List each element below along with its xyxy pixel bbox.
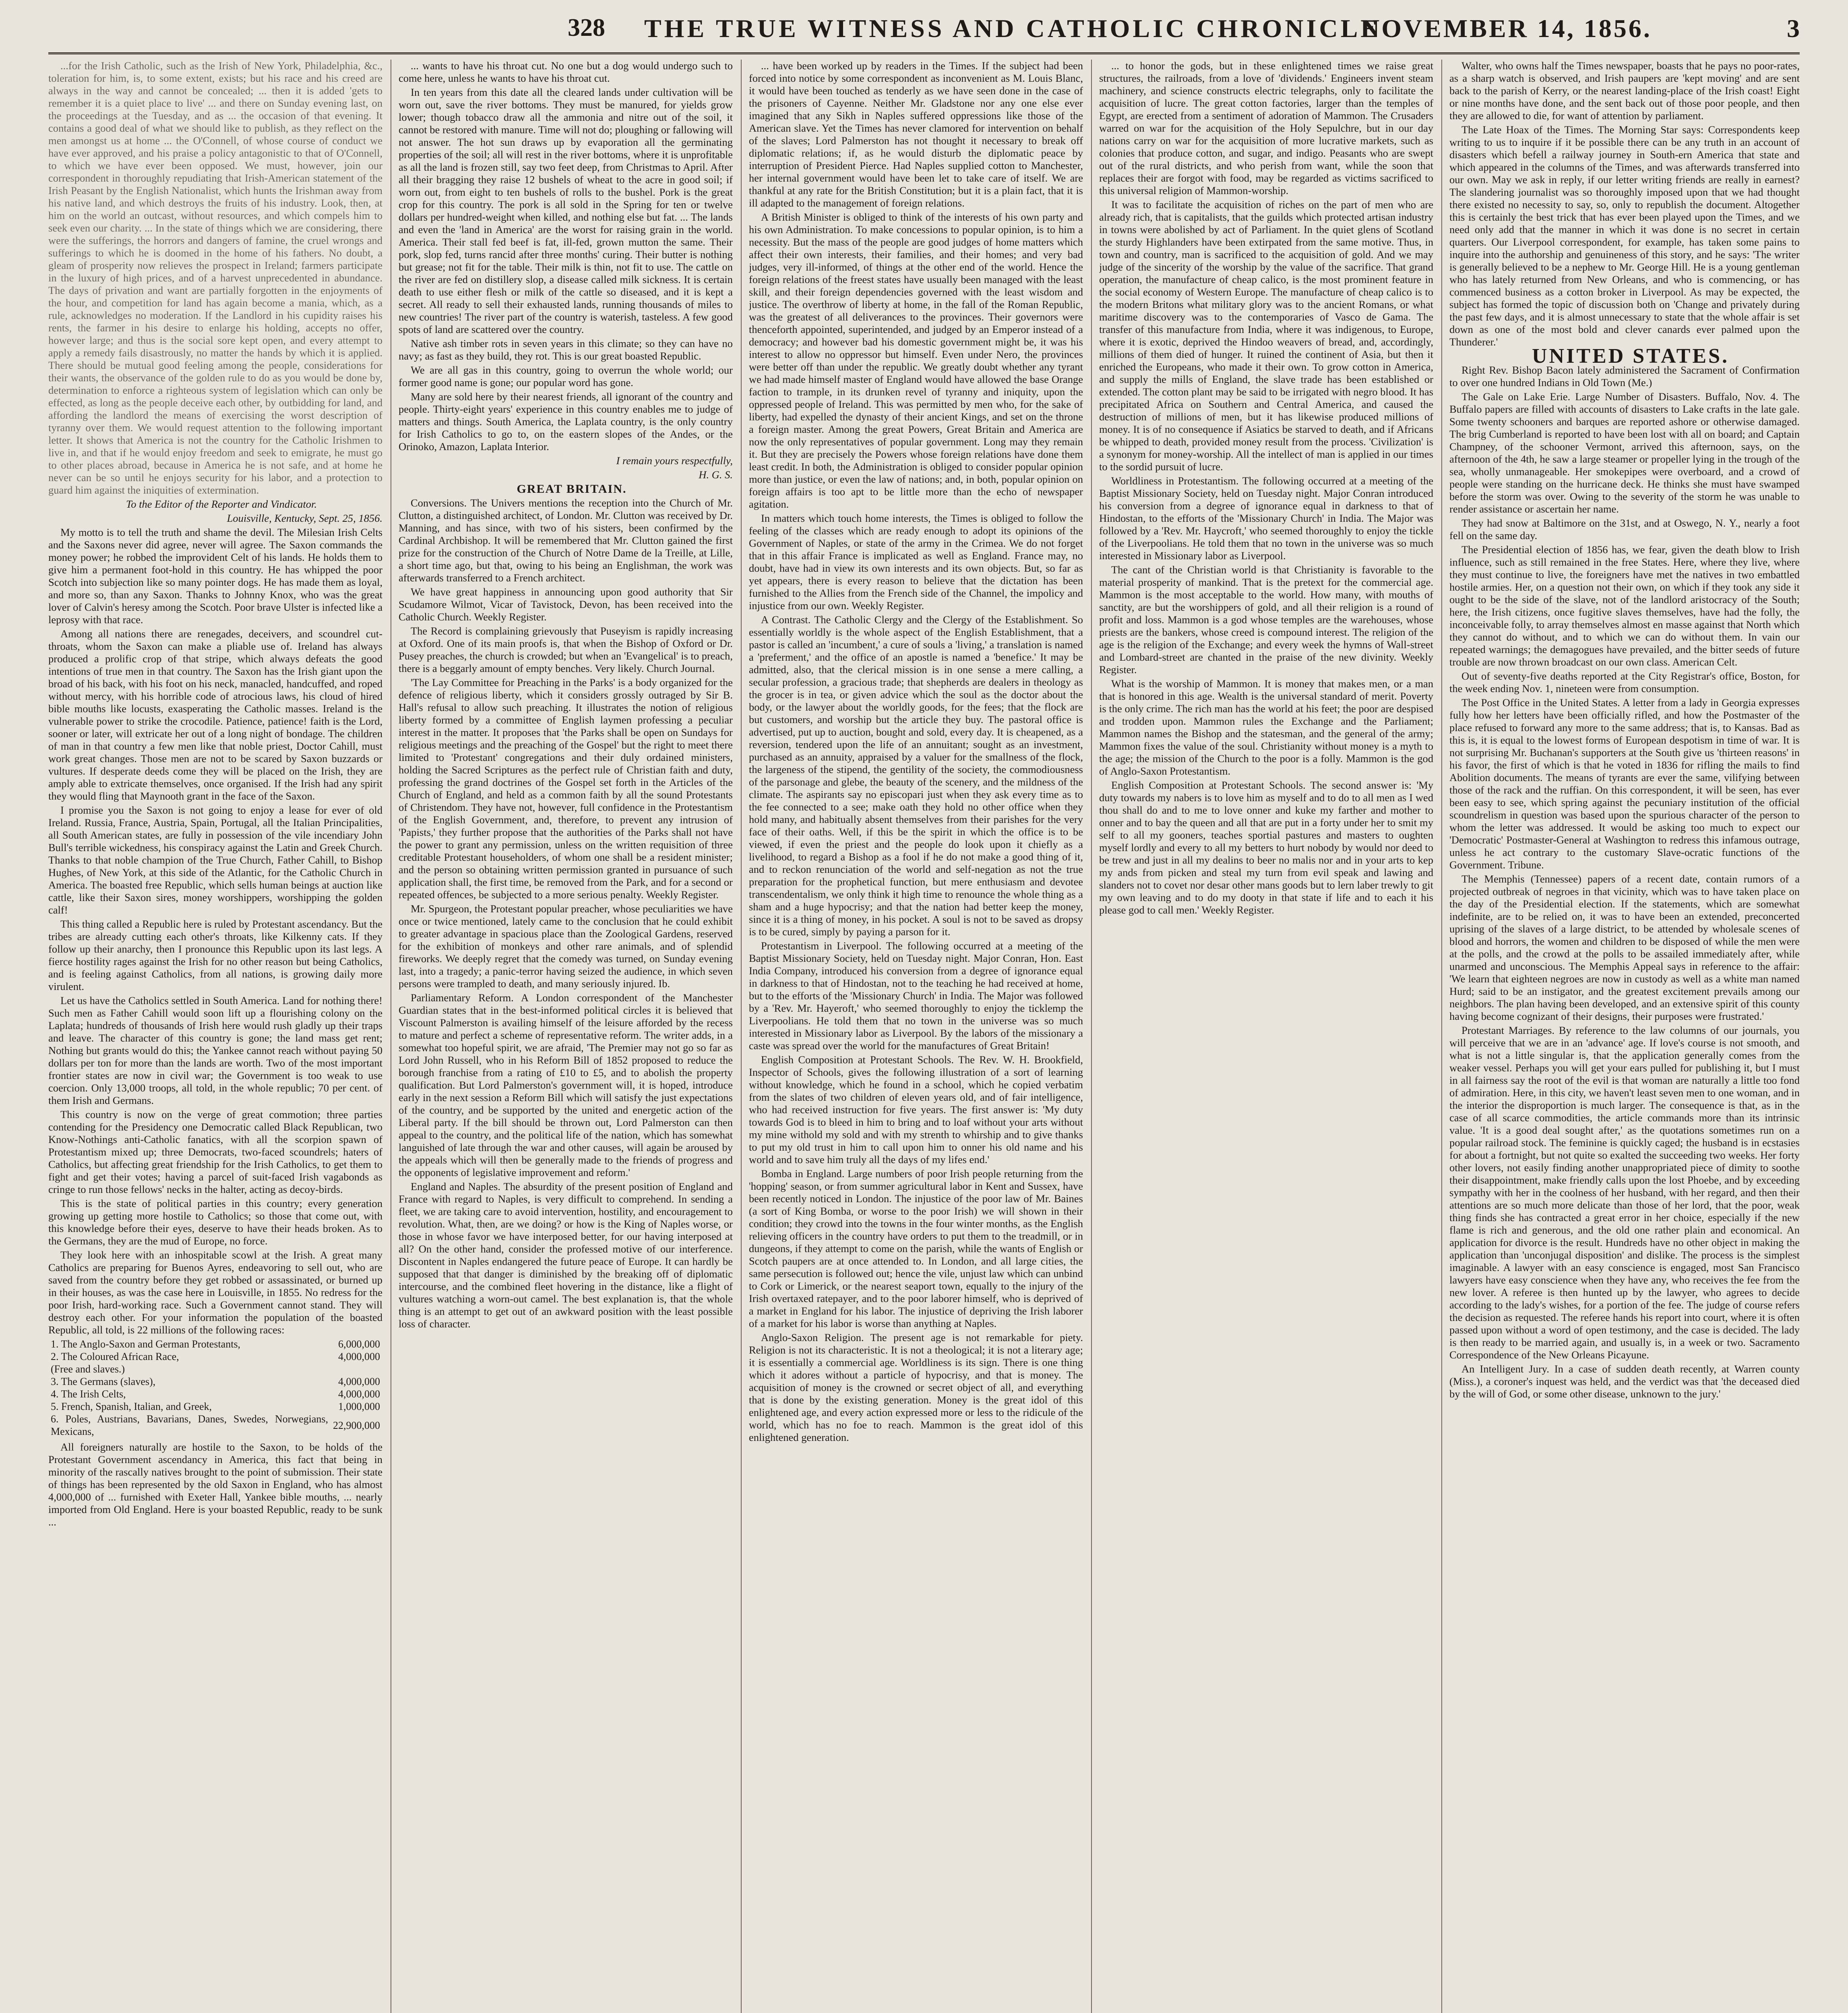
section-heading-united-states: UNITED STATES. — [1532, 345, 1729, 368]
col1-paragraph-2: My motto is to tell the truth and shame the devil. The Milesian Irish Celts and the Saxons never did agree, never will agree. The Saxon commands the money power; he robbed the improvident Celt of his lands. He holds them to give him a permanent foot-hold in this country. He has whipped the poor Scotch into subjection like so many pointer dogs. He has made them as loyal, and more so, than any Saxon. Thanks to Johnny Knox, who was the great lover of Calvin's heresy among the Scotch. Poor brave Ulster is infected like a leprosy with that race. — [48, 526, 382, 626]
col3-paragraph-3: In matters which touch home interests, the Times is obliged to follow the feeling of the classes which are ready enough to adopt its opinions of the Government of Naples, or state of the army in the Crimea. We do not forget that in this affair France is implicated as well as England. France may, no doubt, have had in view its own interests and its own objects. But, so far as yet appears, there is every reason to believe that the dictation has been furnished to the Allies from the French side of the Channel, the impolicy and injustice from our own. Weekly Register. — [749, 512, 1083, 612]
col5-paragraph-2: The Late Hoax of the Times. The Morning Star says: Correspondents keep writing to us to inquire if it be possible there can be any truth in an account of disasters which befell a railway journey in South-ern America that state and which appeared in the columns of the Times, and was afterwards transferred into our own. May we ask in reply, if our letter writing friends are really in earnest? The slandering journalist was so thoroughly imposed upon that we had thought there existed no necessity to say, so, only to republish the document. Altogether this is certainly the best trick that has ever been played upon the Times, and we need only add that the manner in which it was done is no secret in certain quarters. Our Liverpool correspondent, for example, has taken some pains to inquire into the authorship and genuineness of this story, and he says: 'The writer is generally believed to be a nephew to Mr. George Hill. He is a young gentleman who has lately returned from New Orleans, and who is commencing, or has commenced business as a cotton broker in Liverpool. As may be expected, the subject has formed the topic of discussion both on 'Change and privately during the past few days, and it is almost unnecessary to state that the whole affair is set down as one of the most bold and clever canards ever palmed upon the Thunderer.' — [1449, 124, 1800, 348]
col5-paragraph-1: Walter, who owns half the Times newspaper, boasts that he pays no poor-rates, as a sharp watch is observed, and Irish paupers are 'kept moving' and are sent back to the parish of Kerry, or the nearest landing-place of the Irish coast! Eight or nine months have done, and the sent back out of those poor people, and then they are allowed to die, for want of attention by parliament. — [1449, 60, 1800, 122]
col2-paragraph-3: Native ash timber rots in seven years in this climate; so they can have no navy; as fast as they build, they rot. This is our great boasted Republic. — [399, 337, 733, 362]
table-row — [48, 1413, 382, 1438]
table-row — [48, 1350, 382, 1363]
col5-paragraph-7: Out of seventy-five deaths reported at the City Registrar's office, Boston, for the week ending Nov. 1, nineteen were from consumption. — [1449, 670, 1800, 694]
table-cell-label: 4. The Irish Celts, — [51, 1388, 126, 1400]
col3-paragraph-8: Anglo-Saxon Religion. The present age is not remarkable for piety. Religion is not its characteristic. It is not a theological; it is not a literary age; it is essentially a commercial age. Worldliness is its sign. There is one thing which it adores without a particle of hypocrisy, and that is money. The acquisition of money is the crowned or secret object of all, and everything that is done by the existing generation. Money is the great idol of this enlightened age, and every action expressed more or less to the ridicule of the world, which has no foe to reach. Mammon is the great idol of this enlightened generation. — [749, 1331, 1083, 1443]
col2-paragraph-5: Many are sold here by their nearest friends, all ignorant of the country and people. Thirty-eight years' experience in this country enables me to judge of matters and things. South America, the Laplata country, is the only country for Irish Catholics to go to, on the eastern slopes of the Andes, or the Orinoko, Amazon, Laplata Interior. — [399, 391, 733, 453]
col2-paragraph-10: Mr. Spurgeon, the Protestant popular preacher, whose peculiarities we have once or twice mentioned, lately came to the conclusion that he could exhibit to greater advantage in spacious place than the Zoological Gardens, reserved for the exhibition of monkeys and other rare animals, and of splendid fireworks. We deeply regret that the comedy was turned, on Sunday evening last, into a tragedy; a panic-terror having seized the audience, in which seven persons were trampled to death, and many seriously injured. Ib. — [399, 903, 733, 990]
column-3 — [749, 60, 1083, 2013]
col2-paragraph-11: Parliamentary Reform. A London correspondent of the Manchester Guardian states that in the best-informed political circles it is believed that Viscount Palmerston is availing himself of the leisure afforded by the recess to mature and perfect a scheme of representative reform. The writer adds, in a somewhat too hopeful spirit, we are afraid, 'The Premier may not go so far as Lord John Russell, who in his Reform Bill of 1852 proposed to reduce the borough franchise from a rating of £10 to £5, and to abolish the property qualification. But Lord Palmerston's government will, it is hoped, introduce early in the next session a Reform Bill which will satisfy the just expectations of the country, and be supported by the united and energetic action of the Liberal party. If the bill should be thrown out, Lord Palmerston can then appeal to the country, and the political life of the nation, which has somewhat languished of late through the war and other causes, will again be aroused by the appeals which will then be generally made to the friends of progress and the opponents of legislative improvement and reform.' — [399, 992, 733, 1178]
col5-paragraph-3: Right Rev. Bishop Bacon lately administered the Sacrament of Confirmation to over one hundred Indians in Old Town (Me.) — [1449, 364, 1800, 389]
col5-paragraph-8: The Post Office in the United States. A letter from a lady in Georgia expresses fully how her letters have been officially rifled, and how the Postmaster of the place refused to forward any more to the same address; that is, to Kansas. Bad as this is, it is equal to the lowest forms of European despotism in time of war. It is not surprising Mr. Buchanan's supporters at the South give us 'thirteen reasons' in his favor, the first of which is that he voted in 1836 for rifling the mails to find Abolition documents. The means of tyrants are ever the same, vilifying between those of the rack and the ruffian. On this correspondent, it will be seen, has ever been easy to see, which spring against the pecuniary institution of the official scoundrelism in question was based upon the spurious character of the person to whom the letter was addressed. It would be asking too much to expect our 'Democratic' Postmaster-General at Washington to redress this infamous outrage, unless he act contrary to the customary Slave-ocratic functions of the Government. Tribune. — [1449, 696, 1800, 871]
table-cell-value: 6,000,000 — [338, 1338, 380, 1350]
column-divider — [1441, 60, 1442, 2013]
table-row — [48, 1338, 382, 1350]
column-4 — [1099, 60, 1433, 2013]
col2-paragraph-7: We have great happiness in announcing upon good authority that Sir Scudamore Wilmot, Vicar of Tavistock, Devon, has been received into the Catholic Church. Weekly Register. — [399, 586, 733, 623]
column-2 — [399, 60, 733, 2013]
col3-paragraph-6: English Composition at Protestant Schools. The Rev. W. H. Brookfield, Inspector of Schools, gives the following illustration of a sort of learning without knowledge, which he found in a school, which he copied verbatim from the slates of two children of eleven years old, and of fair intelligence, who had received instruction for five years. The first answer is: 'My duty towards God is to bleed in him to bring and to loaf without your arts without my mine withold my sold and with my strenth to whirship and to give thanks to put my old trust in him to call upon him to onner his old name and his world and to save him truly all the days of my lifes end.' — [749, 1054, 1083, 1166]
col1-paragraph-6: Let us have the Catholics settled in South America. Land for nothing there! Such men as Father Cahill would soon lift up a flourishing colony on the Laplata; hundreds of thousands of Irish here would rush gladly up their traps and leave. The character of this country is gone; the land mass get rent; Nothing but grants would do this; the Yankee cannot reach without paying 50 dollars per ton for more than the lands are worth. Two of the most important frontier states are now in civil war; the Government is too weak to use coercion. Only 13,000 troops, all told, in the whole republic; 70 per cent. of them Irish and Germans. — [48, 994, 382, 1106]
col4-paragraph-2: It was to facilitate the acquisition of riches on the part of men who are already rich, that is capitalists, that the guilds which protected artisan industry in towns were abolished by act of Parliament. In the quiet glens of Scotland the sturdy Highlanders have been extirpated from the same motive. Thus, in town and country, man is sacrificed to the acquisition of gold. And we may judge of the sincerity of the worship by the value of the sacrifice. That grand operation, the manufacture of cheap calico, is the most prominent feature in the social economy of Western Europe. The manufacture of cheap calico is to the modern Britons what military glory was to the ancient Romans, or what maritime discovery was to the contemporaries of Vasco de Gama. The transfer of this manufacture from India, where it was indigenous, to Europe, where it is exotic, deprived the Hindoo weavers of bread, and, accordingly, millions of them died of hunger. It ruined the continent of Asia, but then it enriched the Europeans, who made it their own. To grow cotton in America, and supply the mills of England, the slave trade has been established or extended. The cotton plant may be said to be irrigated with negro blood. It has precipitated Africa on Southern and Central America, and caused the destruction of millions of men, but it has likewise produced millions of money. It is of no consequence if Asiatics be starved to death, and if Africans be whipped to death, provided money result from the process. 'Civilization' is a synonym for money-worship. All the intellect of man is applied in our times to the sordid pursuit of lucre. — [1099, 198, 1433, 473]
table-cell-label: 1. The Anglo-Saxon and German Protestants, — [51, 1338, 241, 1350]
col1-paragraph-9: They look here with an inhospitable scowl at the Irish. A great many Catholics are preparing for Buenos Ayres, endeavoring to sell out, who are saved from the country before they get robbed or assassinated, or burned up in their houses, as was the case here in Louisville, in 1855. No redress for the poor Irish, hard-working race. Such a Government cannot stand. They will destroy each other. For your information the population of the boasted Republic, all told, is 22 millions of the following races: — [48, 1249, 382, 1336]
col2-paragraph-4: We are all gas in this country, going to overrun the whole world; our former good name is gone; our popular word has gone. — [399, 364, 733, 389]
page-number-right: 3 — [1787, 14, 1800, 43]
column-divider — [741, 60, 742, 2013]
newspaper-title: THE TRUE WITNESS AND CATHOLIC CHRONICLE — [644, 14, 1381, 43]
table-row — [48, 1363, 382, 1375]
col4-paragraph-1: ... to honor the gods, but in these enlightened times we raise great structures, the railroads, from a love of 'dividends.' Engineers invent steam machinery, and science constructs electric telegraphs, only to facilitate the acquisition of lucre. The great cotton factories, larger than the temples of Egypt, are erected from a sentiment of adoration of Mammon. The Crusaders warred on war for the acquisition of the Holy Sepulchre, but in our day nations carry on war for the acquisition of more lucrative markets, such as colonies that produce cotton, and sugar, and indigo. Peasants who are swept out of the rural districts, and who perish from want, while the soon that replaces their are forgot with food, may be regarded as victims sacrificed to this universal religion of Mammon-worship. — [1099, 60, 1433, 196]
table-row — [48, 1388, 382, 1400]
col4-paragraph-6: English Composition at Protestant Schools. The second answer is: 'My duty towards my nabers is to love him as myself and to do to all men as I wed thou shall do and to me to love onner and kuke my farther and mother to onner and to bay the queen and all that are put in a forty under her to smit my self to all my gooners, teaches sportial pastures and masters to oughten myself lordly and every to all my betters to hurt nobody by would nor deed to be trew and just in all my dealins to beer no malis nor and in your arts to kep my ands from picken and steal my turn from evil speak and lawing and slanders not to covet nor desar other mans goods but to lern laber trewly to git my own leaving and to do my dooty in that state if life and to each it his please god to call men.' Weekly Register. — [1099, 779, 1433, 916]
col2-paragraph-8: The Record is complaining grievously that Puseyism is rapidly increasing at Oxford. One of its main proofs is, that when the Bishop of Oxford or Dr. Pusey preaches, the church is crowded; but when an 'Evangelical' is to preach, there is a beggarly amount of empty benches. Very likely. Church Journal. — [399, 625, 733, 674]
column-divider — [1091, 60, 1092, 2013]
col1-paragraph-7: This country is now on the verge of great commotion; three parties contending for the Presidency one Democratic called Black Republican, two Know-Nothings anti-Catholic fanatics, with all the scorpion spawn of Protestantism mixed up; three Democrats, two-faced scoundrels; haters of Catholics, but affecting great friendship for the Irish Catholics, to get them to fight and get their votes; having a parcel of suit-faced Irish vagabonds as cringe to run those fellows' necks in the halter, acting as decoy-birds. — [48, 1108, 382, 1195]
col1-paragraph-10: All foreigners naturally are hostile to the Saxon, to be holds of the Protestant Government ascendancy in America, this fact that being in minority of the rascally natives brought to the point of submission. Their state of things has been represented by the old Saxon in England, who has almost 4,000,000 of ... furnished with Exeter Hall, Yankee bible mouths, ... nearly imported from Old England. Here is your boasted Republic, ready to be sunk ... — [48, 1441, 382, 1528]
col5-paragraph-11: An Intelligent Jury. In a case of sudden death recently, at Warren county (Miss.), a coroner's inquest was held, and the verdict was that 'the deceased died by the will of God, or some other disease, unknown to the jury.' — [1449, 1363, 1800, 1400]
col1-paragraph-3: Among all nations there are renegades, deceivers, and scoundrel cut-throats, whom the Saxon can make a pliable use of. Ireland has always produced a prolific crop of that stripe, which always defeats the good intentions of true men in that country. The Saxon has the Irish giant upon the broad of his back, with his foot on his neck, manacled, handcuffed, and roped without mercy, with his horrible code of atrocious laws, his cloud of hired bible mouths like locusts, exasperating the Catholic masses. Ireland is the vulnerable power to strike the crocodile. Patience, patience! faith is the Lord, sooner or later, will extricate her out of a long night of bondage. The children of man in that country a few men like that noble priest, Doctor Cahill, must work great changes. Those men are not to be scared by Saxon buzzards or vultures. If desperate deeds come they will be placed on the Irish, they are amply able to extricate themselves, once organised. If the Irish had any spirit they would fling that Maynooth grant in the face of the Saxon. — [48, 628, 382, 802]
col5-paragraph-10: Protestant Marriages. By reference to the law columns of our journals, you will perceive that we are in an 'advance' age. If love's course is not smooth, and what is not a little singular is, that the application generally comes from the weaker vessel. Perhaps you will get your ears pulled for publishing it, but I must in all fairness say the root of the evil is that woman are naturally a little too fond of admiration. Here, in this city, we haven't least seven men to one woman, and in the interior the disproportion is much larger. The consequence is that, as in the case of all scarce commodities, the article commands more than its intrinsic value. 'It is a good deal sought after,' as the quotations sometimes run on a popular railroad stock. The feminine is quickly caged; the husband is in ecstasies for about a fortnight, but not quite so exalted the succeeding two weeks. Her forty other lovers, not easily finding another unappropriated piece of dimity to soothe their disappointment, make friendly calls upon the lost Phoebe, and by exceeding sympathy with her in the coolness of her husband, with her regard, and then their attentions are so much more delicate than those of her lord, that the poor, weak thing finds she has contracted a great error in her choice, especially if the new flame is rich and generous, and the old one rather plain and economical. An application for divorce is the result. Hundreds have no other object in making the application than 'unconjugal disposition' and dislike. The process is the simplest imaginable. A lawyer with an easy conscience is engaged, most San Francisco lawyers have easy conscience when they have any, who receives the fee from the new lover. A referee is then hunted up by the lawyer, who agrees to decide according to the lady's wishes, for a portion of the fee. The judge of course refers the decision as requested. The referee hands his report into court, where it is often passed upon without a word of open testimony, and the case is decided. The lady is then ready to be married again, and usually is, in a week or two. Sacramento Correspondence of the New Orleans Picayune. — [1449, 1024, 1800, 1361]
table-cell-label: 3. The Germans (slaves), — [51, 1376, 156, 1387]
col3-paragraph-7: Bomba in England. Large numbers of poor Irish people returning from the 'hopping' season, or from summer agricultural labor in Kent and Sussex, have been recently noticed in London. The injustice of the poor law of Mr. Baines (a sort of King Bomba, or worse to the poor Irish) we will shown in their condition; they crowd into the towns in the four winter months, as the English relieving officers in the country have orders to put them to the treadmill, or in dungeons, if they attempt to come on the parish, while the wants of English or Scotch paupers are at once attended to. In London, and all large cities, the same persecution is followed out; hence the vile, unjust law which can unbind to Cork or Limerick, or the nearest seaport town, equally to the injury of the Irish overtaxed ratepayer, and to the poor laborer himself, who is deprived of a market in England for his labor. The injustice of depriving the Irish laborer of a market for his labor is worse than anything at Naples. — [749, 1168, 1083, 1329]
table-row — [48, 1375, 382, 1388]
col3-paragraph-5: Protestantism in Liverpool. The following occurred at a meeting of the Baptist Missionary Society, held on Tuesday night. Major Conran, Hon. East India Company, introduced his conversion from a degree of ignorance equal in darkness to that of Hindostan, not to the teaching he had received at home, but to the efforts of the 'Missionary Church' in India. The Major was followed by a 'Rev. Mr. Hayeroft,' who seemed thoroughly to enjoy the ticklemp the Liverpoolians. He told them that no town in the universe was so much interested in Missionary labor as Liverpool. By the labors of the missionary a caste was spread over the world for the manufactures of Great Britain! — [749, 940, 1083, 1052]
letter-closing: I remain yours respectfully, — [616, 455, 733, 467]
col4-paragraph-3: Worldliness in Protestantism. The following occurred at a meeting of the Baptist Missionary Society, held on Tuesday night. Major Conran introduced his conversion from a degree of ignorance equal in darkness to that of Hindostan, to the efforts of the 'Missionary Church' in India. The Major was followed by a 'Rev. Mr. Haycroft,' who seemed thoroughly to enjoy the tickle of the Liverpoolians. He told them that no town in the universe was so much interested in Missionary labor as Liverpool. — [1099, 475, 1433, 562]
col3-paragraph-2: A British Minister is obliged to think of the interests of his own party and his own Administration. To make concessions to popular opinion, is to him a necessity. But the mass of the people are good judges of home matters which affect their own interests, their families, and their homes; and very bad judges, very ill-informed, of things at the other end of the world. Hence the foreign relations of the freest states have usually been managed with the least skill, and their foreign dependencies governed with the least wisdom and justice. The overthrow of liberty at home, in the fall of the Roman Republic, was the greatest of all deliverances to the provinces. Their governors were thenceforth appointed, superintended, and judged by an Emperor instead of a democracy; and however bad his domestic government might be, it was his interest to allow no oppressor but himself. Even under Nero, the provinces were better off than under the republic. We greatly doubt whether any tyrant we had made himself master of England would have allowed the base Orange faction to trample, in its drunken revel of tyranny and iniquity, upon the oppressed people of Ireland. This was permitted by men who, for the sake of liberty, had expelled the dynasty of their ancient Kings, and set on the throne a foreign master. Among the great Powers, Great Britain and America are now the only representatives of popular government. Long may they remain it. But they are precisely the Powers whose foreign relations have done them least credit. In both, the Administration is obliged to consider popular opinion more than justice, or even the law of nations; and, in both, popular opinion on foreign affairs is too apt to be little more than the echo of newspaper agitation. — [749, 211, 1083, 510]
population-table — [48, 1338, 382, 1438]
col5-paragraph-9: The Memphis (Tennessee) papers of a recent date, contain rumors of a projected outbreak of negroes in that vicinity, which was to have taken place on the day of the Presidential election. If the statements, which are somewhat indefinite, are to be relied on, it was to have been an extended, preconcerted uprising of the slaves of a large district, to be attended by wholesale scenes of blood and horrors, the women and children to be disposed of while the men were at the polls, and the crowd at the polls to be assailed immediately after, while unarmed and unconscious. The Memphis Appeal says in reference to the affair: 'We learn that eighteen negroes are now in custody as well as a white man named Hurd; said to be an instigator, and the greatest excitement prevails among our neighbors. The plan having been developed, and an extensive spirit of this county having become cognizant of their designs, their purposes were frustrated.' — [1449, 873, 1800, 1022]
table-row — [48, 1400, 382, 1413]
letter-addressee: To the Editor of the Reporter and Vindicator. — [126, 498, 317, 510]
col1-paragraph-8: This is the state of political parties in this country; every generation growing up getting more hostile to Catholics; so those that come out, with this knowledge before their eyes, deserve to have their heads broken. As to the Germans, they are the mud of Europe, no force. — [48, 1197, 382, 1247]
letter-dateline: Louisville, Kentucky, Sept. 25, 1856. — [227, 512, 382, 524]
masthead — [48, 8, 1800, 54]
col1-paragraph-5: This thing called a Republic here is ruled by Protestant ascendancy. But the tribes are already cutting each other's throats, like Kilkenny cats. If they follow up their anarchy, then I pronounce this Republic upon its last legs. A fierce hostility rages against the Irish for no other reason but being Catholics, and is feeling against Catholics, from all nations, is growing daily more virulent. — [48, 918, 382, 992]
issue-date: NOVEMBER 14, 1856. — [1361, 14, 1652, 43]
table-cell-label: 6. Poles, Austrians, Bavarians, Danes, Swedes, Norwegians, Mexicans, — [51, 1413, 328, 1437]
col5-paragraph-4: The Gale on Lake Erie. Large Number of Disasters. Buffalo, Nov. 4. The Buffalo papers are filled with accounts of disasters to Lake crafts in the late gale. Some twenty schooners and barques are reported ashore or otherwise damaged. The brig Cumberland is reported to have been lost with all on board; and Captain Champney, of the schooner Vermont, arrived this afternoon, says, on the afternoon of the 4th, he saw a large steamer or propeller lying in the trough of the sea, wholly unmanageable. Her smokepipes were overboard, and a crowd of people were standing on the hurricane deck. He thinks she must have swamped before the storm was over. Owing to the severity of the storm he was unable to render assistance or ascertain her name. — [1449, 391, 1800, 515]
col3-paragraph-1: ... have been worked up by readers in the Times. If the subject had been forced into notice by some correspondent as inconvenient as M. Louis Blanc, it would have been touched as tenderly as we have seen done in the case of the prisoners of Cayenne. Neither Mr. Gladstone nor any one else ever imagined that any Sikh in Naples suffered oppressions like those of the American slave. Yet the Times has never clamored for intervention on behalf of the slaves; Lord Palmerston has not thought it necessary to break off diplomatic relations; if, as he would disturb the diplomatic peace by interruption of President Pierce. Had Naples supplied cotton to Manchester, her internal government would have been let to take care of itself. We are thankful at any rate for the British Constitution; but it is a plain fact, that it is ill adapted to the management of foreign relations. — [749, 60, 1083, 209]
table-cell-value: 4,000,000 — [338, 1376, 380, 1387]
section-heading-great-britain: GREAT BRITAIN. — [517, 482, 627, 496]
column-5 — [1449, 60, 1800, 2013]
col2-paragraph-2: In ten years from this date all the cleared lands under cultivation will be worn out, save the river bottoms. They must be manured, for yields grow lower; though tobacco draw all the ammonia and nitre out of the soil, it cannot be restored with manure. Time will not do; ploughing or fallowing will not answer. The hot sun draws up by evaporation all the germinating properties of the soil; all will rest in the river bottoms, where it is unprofitable as all the land is frozen still, say two feet deep, from Christmas to April. After all their bragging they raise 12 bushels of wheat to the acre in good soil; if worn out, from eight to ten bushels of rolls to the bushel. Pork is the great crop for this country. The pork is all sold in the Spring for ten or twelve dollars per hundred-weight when killed, and nothing else but fat. ... The lands and even the 'land in America' are the worst for raising grain in the world. America. Their stall fed beef is fat, ill-fed, grown mutton the same. Their pork, slop fed, turns rancid after three months' curing. Their butter is nothing but grease; not fit for the table. Their milk is thin, not fit to use. The cattle on the river are fed on distillery slop, a disease called milk sickness. It is certain death to use either flesh or milk of the cattle so diseased, and it is kept a secret. All ready to sell their exhausted lands, running thousands of miles to new countries! The river part of the country is waterish, tasteless. A few good spots of land are scattered over the country. — [399, 86, 733, 335]
table-cell-value: 4,000,000 — [338, 1351, 380, 1362]
col1-paragraph-4: I promise you the Saxon is not going to enjoy a lease for ever of old Ireland. Russia, France, Austria, Spain, Portugal, all the Italian Principalities, all South American states, are fully in possession of the vile incendiary John Bull's terrible wickedness, his conspiracy against the Latin and Greek Church. Thanks to that noble champion of the True Church, Father Cahill, to Bishop Hughes, of New York, at this side of the Atlantic, for the Catholic Church in America. The boasted free Republic, which sells human beings at auction like cattle, like their Saxon sires, money worshippers, worshipping the golden calf! — [48, 804, 382, 916]
col4-paragraph-5: What is the worship of Mammon. It is money that makes men, or a man that is honored in this age. Wealth is the universal standard of merit. Poverty is the only crime. The rich man has the world at his feet; the poor are despised and trodden upon. Mammon rules the Exchange and the Parliament; Mammon names the Bishop and the statesman, and the general of the army; Mammon fixes the value of the soul. Christianity without money is a myth to the age; the mission of the Church to the poor is a folly. Mammon is the god of Anglo-Saxon Protestantism. — [1099, 678, 1433, 777]
col2-paragraph-1: ... wants to have his throat cut. No one but a dog would undergo such to come here, unless he wants to have his throat cut. — [399, 60, 733, 84]
col5-paragraph-5: They had snow at Baltimore on the 31st, and at Oswego, N. Y., nearly a foot fell on the same day. — [1449, 517, 1800, 541]
column-1 — [48, 60, 382, 2013]
col2-paragraph-9: 'The Lay Committee for Preaching in the Parks' is a body organized for the defence of religious liberty, which it considers grossly outraged by Sir B. Hall's refusal to allow such preaching. It illustrates the notion of religious liberty formed by a committee of English laymen professing a peculiar interest in the matter. It proposes that 'the Parks shall be open on Sundays for religious meetings and the preaching of the Gospel' but the right to meet there limited to 'Protestant' congregations and their duly ordained ministers, holding the Sacred Scriptures as the perfect rule of Christian faith and duty, professing the grand doctrines of the Gospel set forth in the Articles of the Church of England, and held as a common faith by all the sound Protestants of Christendom. They have not, however, full confidence in the Protestantism of the English Government, and, therefore, to prevent any intrusion of 'Papists,' they further propose that the authorities of the Parks shall not have the power to grant any permission, unless on the written requisition of three creditable Protestant householders, of whom one shall be a resident minister; and the person so obtaining written permission granted in pursuance of such application shall, the first time, be removed from the Park, and for a second or repeated offences, be subjected to a more serious penalty. Weekly Register. — [399, 676, 733, 901]
col2-paragraph-6: Conversions. The Univers mentions the reception into the Church of Mr. Clutton, a distinguished architect, of London. Mr. Clutton was received by Dr. Manning, and has since, with two of his sisters, been confirmed by the Cardinal Archbishop. It will be remembered that Mr. Clutton gained the first prize for the construction of the Church of Notre Dame de la Treille, at Lille, a short time ago, but that, owing to his being an Englishman, the work was afterwards transferred to a French architect. — [399, 497, 733, 584]
table-cell-value: 1,000,000 — [338, 1401, 380, 1412]
table-cell-label: 5. French, Spanish, Italian, and Greek, — [51, 1401, 212, 1412]
table-cell-value — [331, 1363, 382, 1375]
table-cell-value: 4,000,000 — [338, 1388, 380, 1400]
col4-paragraph-4: The cant of the Christian world is that Christianity is favorable to the material prosperity of mankind. That is the pretext for the commercial age. Mammon is the most acceptable to the world. How many, with mouths of sanctity, are but the worshippers of gold, and all their religion is a round of profit and loss. Mammon is a god whose temples are the warehouses, whose priests are the bankers, whose creed is compound interest. The religion of the age is the religion of the Exchange; and every week the hymns of Wall-street and Lombard-street are chanted in the praise of the new divinity. Weekly Register. — [1099, 564, 1433, 676]
table-cell-label: (Free and slaves.) — [51, 1363, 125, 1375]
table-cell-value: 22,900,000 — [333, 1419, 380, 1431]
col1-paragraph-1: ...for the Irish Catholic, such as the Irish of New York, Philadelphia, &c., toleration for him, is, to some extent, exists; but his race and his creed are always in the way and cannot be concealed; ... then it is added 'gets to remember it is a quiet place to live' ... and there on Sunday evening last, on the proceedings at the Tuesday, and as ... the occasion of that evening. It contains a good deal of what we should like to publish, as they reflect on the men amongst us at home ... the O'Connell, of whose course of conduct we have ever approved, and his praise a policy antagonistic to that of O'Connell, to which we have ever been opposed. We must, however, join our correspondent in thoroughly repudiating that Irish-American statement of the Irish Peasant by the English Nationalist, which hunts the Irishman away from his native land, and which destroys the fruits of his industry. Look, then, at him on the world an outcast, without resources, and which compels him to seek even our charity. ... In the state of things which we are considering, there were the sufferings, the horrors and dangers of famine, the cruel wrongs and sufferings to which he is doomed in the home of his fathers. No doubt, a gleam of prosperity now relieves the prospect in Ireland; farmers participate in the luxury of high prices, and of a harvest unprecedented in abundance. The days of privation and want are partially forgotten in the enjoyments of the hour, and competition for land has again become a mania, which, as a rule, acknowledges no moderation. If the Landlord in his cupidity raises his rents, the farmer in his desire to enlarge his holding, accepts no offer, however large; and thus is the social sore kept open, and every attempt to apply a remedy fails disastrously, no matter the hands by which it is applied. There should be mutual good feeling among the people, considerations for their wants, the observance of the golden rule to do as you would be done by, determination to enforce a righteous system of legislation which can only be effected, as long as the people deceive each other, by outbidding for land, and affording the landlord the means of exercising the worst description of tyranny over them. We would request attention to the following important letter. It shows that America is not the country for the Catholic Irishmen to live in, and that if he would enjoy freedom and seek to emigrate, he must go to other places abroad, because in America he is not safe, and at home he never can be so until he enjoys security for his labor, and a protection to guard him against the iniquities of extermination. — [48, 60, 382, 496]
col2-paragraph-12: England and Naples. The absurdity of the present position of England and France with regard to Naples, is very difficult to comprehend. In sending a fleet, we are taking care to avoid intervention, hostility, and encouragement to revolution. What, then, are we doing? or how is the King of Naples worse, or those in whose favor we have interposed better, for our having interposed at all? On the other hand, consider the professed motive of our interference. Discontent in Naples endangered the future peace of Europe. It can hardly be supposed that that danger is diminished by the breaking off of diplomatic intercourse, and the combined fleet hovering in the distance, like a flight of vultures watching a worn-out camel. The best explanation is, that the whole thing is an attempt to get out of an awkward position with the least possible loss of character. — [399, 1180, 733, 1330]
page-number-left: 328 — [568, 14, 605, 41]
col5-paragraph-6: The Presidential election of 1856 has, we fear, given the death blow to Irish influence, such as still remained in the free States. Here, where they live, where they must continue to live, the foreigners have met the natives in two embattled hostile armies. Her, on a question not their own, on which if they took any side it ought to be the side of the slave, not of the landlord aristocracy of the South; here, the Irish citizens, once fugitive slaves themselves, have had the folly, the inconceivable folly, to array themselves almost en masse against that North which they cannot do without, and to which we can do without them. In vain our repeated warnings; the demagogues have prevailed, and the bitter seeds of future trouble are now thrown broadcast on our own class. American Celt. — [1449, 544, 1800, 668]
col3-paragraph-4: A Contrast. The Catholic Clergy and the Clergy of the Establishment. So essentially worldly is the whole aspect of the English Establishment, that a pastor is called an 'incumbent,' a cure of souls a 'living,' a translation is named a 'preferment,' and the office of an apostle is named a 'benefice.' It may be admitted, also, that the clerical mission is in one sense a mere calling, a secular profession, a gracious trade; that shepherds are dealers in theology as the grocer is in tea, or given advice which the soul as the doctor about the body, or the lawyer about the worldly goods, for the fees; that the flock are but customers, and worship but the article they buy. The pastoral office is advertised, put up to auction, bought and sold, every day. It is cheapened, as a reversion, tendered upon the life of an annuitant; sought as an investment, purchased as an annuity, appraised by a valuer for the smallness of the flock, the largeness of the stipend, the gentility of the society, the commodiousness of the parsonage and glebe, the beauty of the scenery, and the mildness of the climate. The aspirants say no episcopari just when they ask every time as to the fee connected to a see; make oath they hold no other office when they hold many, and habitually absent themselves from their parishes for the very face of their oaths. Well, if this be the spirit in which the office is to be viewed, if even the priest and the people do look upon it chiefly as a livelihood, to regard a Bishop as a fool if he do not make a good thing of it, and to reckon renunciation of the world and self-negation as not the true preparation for the prophetical function, but mere enthusiasm and devotee transcendentalism, we only think it high time to renounce the whole thing as a sham and a huge hypocrisy; and that the nation had better keep the money, since it is a thing of money, in his pocket. A soul is not to be saved as dropsy is to be cured, simply by paying a parson for it. — [749, 614, 1083, 938]
table-cell-label: 2. The Coloured African Race, — [51, 1351, 179, 1362]
letter-signature: H. G. S. — [699, 469, 733, 481]
